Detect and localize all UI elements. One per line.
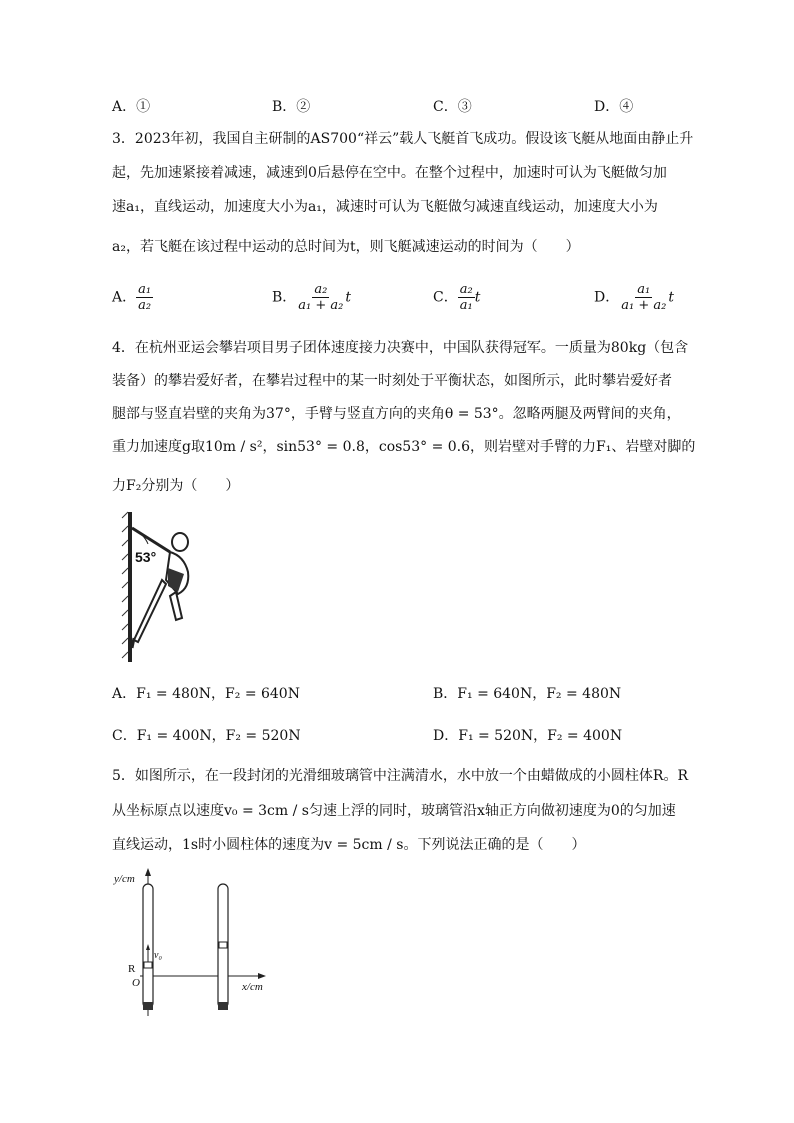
q4-option-a: A．F₁ = 480N，F₂ = 640N [112,686,300,702]
q3-option-d: D． $\frac{\text{a₁}}{\text{a₁ + a₂}}$ t [594,282,674,313]
angle-label: 53° [135,549,157,565]
glass-tube-figure [112,866,282,1018]
velocity-label: v₀ [154,950,162,961]
q4-option-d: D．F₁ = 520N，F₂ = 400N [433,728,623,744]
q4-stem-line-4: 重力加速度g取10m / s²，sin53° = 0.8，cos53° = 0.6，则岩壁对手臂的力F₁、岩壁对脚的 [112,439,696,455]
y-axis-label: y/cm [114,873,135,885]
q4-stem-line-5: 力F₂分别为（ ） [112,478,240,494]
q4-stem-line-2: 装备）的攀岩爱好者，在攀岩过程中的某一时刻处于平衡状态，如图所示，此时攀岩爱好者 [112,373,672,389]
q4-option-b: B．F₁ = 640N，F₂ = 480N [433,686,622,702]
origin-label: O [132,977,140,989]
r-label: R [128,963,136,975]
q3-stem-line-3: 速a₁，直线运动，加速度大小为a₁，减速时可认为飞艇做匀减速直线运动，加速度大小为 [112,199,658,215]
q4-stem-line-1: 4．在杭州亚运会攀岩项目男子团体速度接力决赛中，中国队获得冠军。一质量为80kg（包含 [112,340,689,356]
q5-stem-line-3: 直线运动，1s时小圆柱体的速度为v = 5cm / s。下列说法正确的是（ ） [112,837,586,853]
q3-option-c: C． $\frac{\text{a₂}}{\text{a₁}}$ t [433,282,481,313]
q4-stem-line-3: 腿部与竖直岩壁的夹角为37°，手臂与竖直方向的夹角θ = 53°。忽略两腿及两臂间的夹角， [112,406,681,422]
q2-option-a: A．① [112,99,151,115]
x-axis-label: x/cm [242,981,263,993]
q3-option-b: B． $\frac{\text{a₂}}{\text{a₁ + a₂}}$ t [272,282,352,313]
q2-option-c: C．③ [433,99,472,115]
q5-stem-line-1: 5．如图所示，在一段封闭的光滑细玻璃管中注满清水，水中放一个由蜡做成的小圆柱体R。R [112,768,688,784]
q3-stem-line-4: a₂，若飞艇在该过程中运动的总时间为t，则飞艇减速运动的时间为（ ） [112,239,580,255]
q3-stem-line-1: 3．2023年初，我国自主研制的AS700“祥云”载人飞艇首飞成功。假设该飞艇从地面由静止升 [112,131,694,147]
climber-figure [118,508,218,668]
q4-option-c: C．F₁ = 400N，F₂ = 520N [112,728,301,744]
q3-stem-line-2: 起，先加速紧接着减速，减速到0后悬停在空中。在整个过程中，加速时可认为飞艇做匀加 [112,165,667,181]
q2-option-d: D．④ [594,99,634,115]
q5-stem-line-2: 从坐标原点以速度v₀ = 3cm / s匀速上浮的同时，玻璃管沿x轴正方向做初速度为0的匀加速 [112,803,676,819]
q3-option-a: A． $\frac{\text{a₁}}{\text{a₂}}$ [112,282,152,313]
q2-option-b: B．② [272,99,311,115]
